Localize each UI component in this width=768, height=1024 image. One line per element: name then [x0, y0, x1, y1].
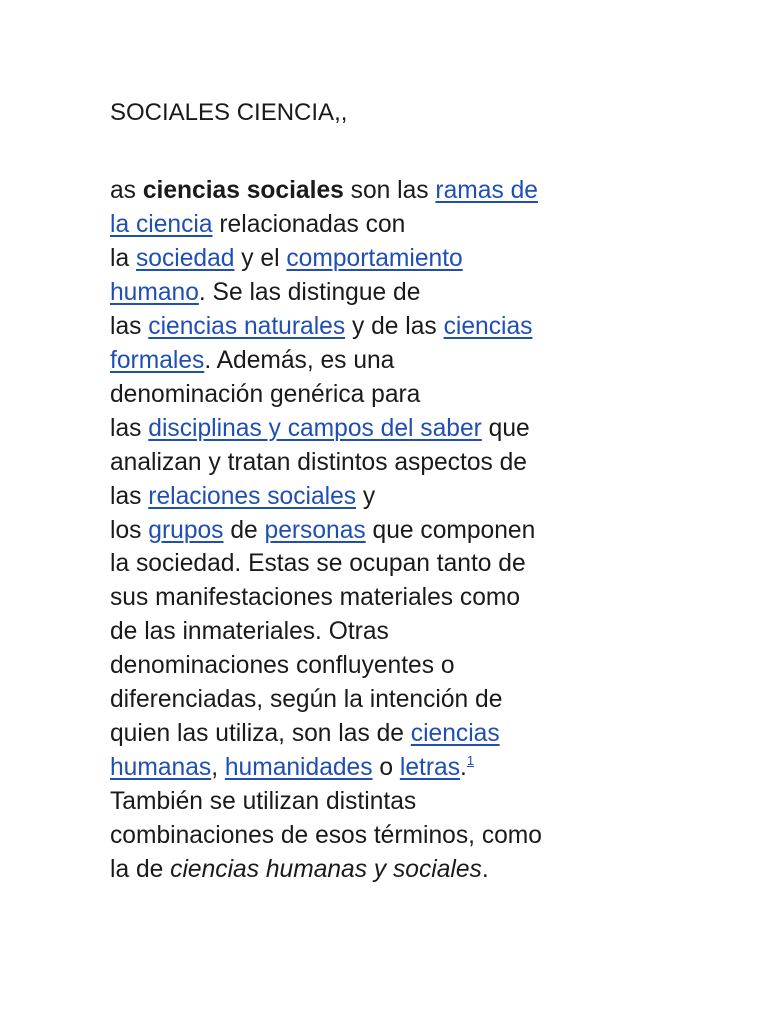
- link-comportamiento-humano[interactable]: humano: [110, 278, 199, 306]
- document-title: SOCIALES CIENCIA,,: [110, 99, 348, 126]
- text-line: sus manifestaciones materiales como: [110, 584, 521, 612]
- link-ramas-de-la-ciencia[interactable]: ramas de: [435, 177, 538, 204]
- body-paragraph: [110, 174, 670, 887]
- text-line: [110, 412, 670, 446]
- text-line: [110, 514, 670, 548]
- text-run: .: [481, 856, 489, 884]
- text-line: [110, 208, 670, 242]
- text-run: y: [356, 482, 376, 510]
- link-ciencias-formales[interactable]: ciencias: [443, 312, 533, 340]
- footnote-ref: [467, 753, 474, 768]
- link-ciencias-humanas[interactable]: humanas: [110, 754, 212, 782]
- text-run: las: [110, 414, 149, 442]
- text-line: [110, 717, 670, 751]
- text-run: de: [223, 516, 265, 544]
- text-run: que componen: [365, 516, 536, 544]
- text-line: la sociedad. Estas se ocupan tanto de: [110, 550, 526, 578]
- link-sociedad[interactable]: sociedad: [135, 244, 235, 272]
- text-run: la: [110, 244, 136, 272]
- text-run: . Se las distingue de: [198, 278, 421, 306]
- text-run: o: [372, 754, 400, 782]
- link-ciencias-naturales[interactable]: ciencias naturales: [148, 312, 346, 340]
- text-line: [110, 276, 670, 310]
- text-run: son las: [343, 177, 436, 204]
- text-run: y el: [234, 244, 287, 272]
- text-line: denominación genérica para: [110, 380, 421, 408]
- text-line: analizan y tratan distintos aspectos de: [110, 448, 527, 476]
- link-ciencias-humanas[interactable]: ciencias: [410, 720, 500, 748]
- text-run: las: [110, 482, 149, 510]
- text-run: relacionadas con: [212, 210, 406, 238]
- text-run: as: [110, 177, 143, 204]
- text-run: .: [460, 754, 467, 782]
- text-line: [110, 174, 670, 208]
- text-line: También se utilizan distintas: [110, 788, 417, 816]
- text-run: las: [110, 312, 149, 340]
- text-line: [110, 751, 670, 785]
- link-grupos[interactable]: grupos: [148, 516, 224, 544]
- text-run: quien las utiliza, son las de: [110, 720, 411, 748]
- link-letras[interactable]: letras: [399, 754, 461, 782]
- link-comportamiento-humano[interactable]: comportamiento: [286, 244, 463, 272]
- footnote-link[interactable]: 1: [466, 753, 475, 769]
- text-line: de las inmateriales. Otras: [110, 618, 389, 646]
- link-ramas-de-la-ciencia[interactable]: la ciencia: [110, 210, 213, 238]
- text-run: y de las: [345, 312, 444, 340]
- italic-term: ciencias humanas y sociales: [170, 856, 482, 884]
- text-line: [110, 344, 670, 378]
- text-line: [110, 242, 670, 276]
- text-line: denominaciones confluyentes o: [110, 652, 455, 680]
- text-line: combinaciones de esos términos, como: [110, 822, 542, 850]
- text-line: [110, 310, 670, 344]
- text-run: los: [110, 516, 149, 544]
- text-run: la de: [110, 856, 171, 884]
- text-line: [110, 853, 670, 887]
- link-ciencias-formales[interactable]: formales: [110, 346, 205, 374]
- text-run: . Además, es una: [204, 346, 395, 374]
- text-run: que: [481, 414, 530, 442]
- text-run: ,: [211, 754, 225, 782]
- link-disciplinas-y-campos-del-saber[interactable]: disciplinas y campos del saber: [148, 414, 482, 442]
- text-line: diferenciadas, según la intención de: [110, 686, 503, 714]
- bold-term: ciencias sociales: [142, 177, 344, 204]
- link-relaciones-sociales[interactable]: relaciones sociales: [148, 482, 357, 510]
- link-personas[interactable]: personas: [264, 516, 366, 544]
- text-line: [110, 480, 670, 514]
- link-humanidades[interactable]: humanidades: [224, 754, 373, 782]
